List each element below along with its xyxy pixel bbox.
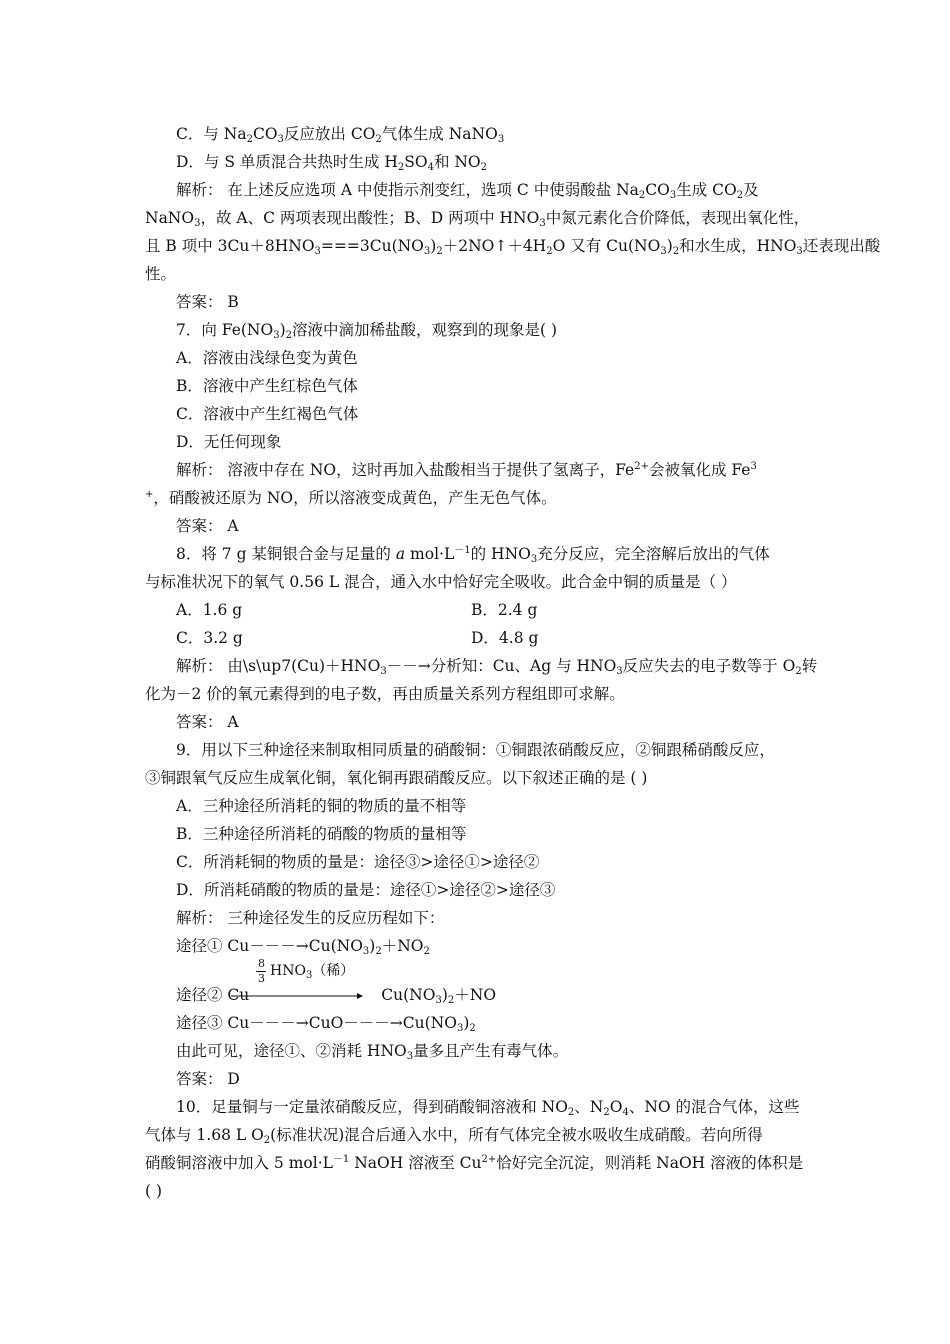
option-b-line: B．2.4 g: [471, 601, 538, 619]
answer-line: 答案： B: [176, 293, 239, 311]
question-10-stem: 硝酸铜溶液中加入 5 $mol\cdot L^{-1}$ NaOH 溶液至 $Cu^{2+}$恰好完全沉淀，则消耗 NaOH 溶液的体积是: [145, 1154, 804, 1172]
analysis-line: 解析： 由$\backslash s\backslash up7(Cu)+HNO_3--\to$分析知：Cu、Ag 与 $HNO_3$反应失去的电子数等于 $O_2$转: [176, 657, 818, 677]
analysis-line: NaNO$_3$，故 A、C 两项表现出酸性；B、D 两项中 $HNO_3$中氮元素化合价降低，表现出氧化性，: [145, 209, 810, 229]
answer-line: 答案： D: [176, 1070, 240, 1088]
fraction-denominator: 3: [258, 972, 265, 985]
question-8-stem: 与标准状况下的氧气 0.56 L 混合，通入水中恰好完全吸收。此合金中铜的质量是（ ）: [145, 573, 737, 591]
option-a-line: A．三种途径所消耗的铜的物质的量不相等: [176, 797, 467, 815]
option-d-line: D．无任何现象: [176, 433, 282, 451]
route-2-line: 途径② Cu $Cu(NO_3)_2+NO$: [176, 986, 497, 1006]
reagent-label: $HNO_3$（稀）: [270, 963, 355, 981]
analysis-line: 解析： 三种途径发生的反应历程如下：: [176, 909, 445, 927]
analysis-line: +，硝酸被还原为 NO，所以溶液变成黄色，产生无色气体。: [145, 489, 557, 507]
question-10-stem: 10．足量铜与一定量浓硝酸反应，得到硝酸铜溶液和 $NO_2$、$N_2O_4$、NO 的混合气体，这些: [176, 1098, 800, 1118]
question-9-stem: 9．用以下三种途径来制取相同质量的硝酸铜：①铜跟浓硝酸反应，②铜跟稀硝酸反应，: [176, 741, 775, 759]
option-c-line: C．所消耗铜的物质的量是：途径③>途径①>途径②: [176, 853, 540, 871]
route-3-line: 途径③ $Cu---\to CuO---\to Cu(NO_3)_2$: [176, 1014, 476, 1034]
analysis-line: 性。: [145, 265, 177, 283]
reaction-arrow: [231, 991, 363, 1001]
question-8-stem: 8．将 7 g 某铜银合金与足量的 a $mol\cdot L^{-1}$的 $HNO_3$充分反应，完全溶解后放出的气体: [176, 545, 770, 565]
option-c-line: C．3.2 g: [176, 629, 243, 647]
option-d-line: D．与 S 单质混合共热时生成 $H_2SO_4$和 $NO_2$: [176, 153, 488, 173]
option-a-line: A．溶液由浅绿色变为黄色: [176, 349, 358, 367]
analysis-line: 化为－2 价的氧元素得到的电子数，再由质量关系列方程组即可求解。: [145, 685, 625, 703]
analysis-line: 解析： 在上述反应选项 A 中使指示剂变红，选项 C 中使弱酸盐 $Na_2CO_3$生成 $CO_2$及: [176, 181, 759, 201]
fraction-numerator: 8: [258, 957, 265, 970]
option-b-line: B．三种途径所消耗的硝酸的物质的量相等: [176, 825, 467, 843]
question-7-stem: 7．向 $Fe(NO_3)_2$溶液中滴加稀盐酸，观察到的现象是( ): [176, 321, 558, 341]
answer-blank: ( ): [145, 1182, 163, 1200]
option-d-line: D．4.8 g: [471, 629, 539, 647]
answer-line: 答案： A: [176, 517, 239, 535]
question-9-stem: ③铜跟氧气反应生成氧化铜，氧化铜再跟硝酸反应。以下叙述正确的是 ( ): [145, 769, 648, 787]
question-10-stem: 气体与 1.68 L $O_2$(标准状况)混合后通入水中，所有气体完全被水吸收生成硝酸。若向所得: [145, 1126, 763, 1146]
analysis-line: 由此可见，途径①、②消耗 $HNO_3$量多且产生有毒气体。: [176, 1042, 569, 1062]
analysis-line: 解析： 溶液中存在 NO，这时再加入盐酸相当于提供了氢离子，$Fe^{2+}$会被氧化成 Fe$^3$: [176, 461, 757, 479]
option-c-line: C．溶液中产生红褐色气体: [176, 405, 359, 423]
option-b-line: B．溶液中产生红棕色气体: [176, 377, 358, 395]
option-d-line: D．所消耗硝酸的物质的量是：途径①>途径②>途径③: [176, 881, 556, 899]
answer-line: 答案： A: [176, 713, 239, 731]
option-a-line: A．1.6 g: [176, 601, 243, 619]
analysis-line: 且 B 项中 $3Cu+8HNO_3===3Cu(NO_3)_2+2NO↑+4H_2O$ 又有 $Cu(NO_3)_2$和水生成，$HNO_3$还表现出酸: [145, 237, 881, 257]
route-1-line: 途径① $Cu---\to Cu(NO_3)_2+NO_2$: [176, 937, 430, 957]
option-c-line: C．与 $Na_2CO_3$反应放出 $CO_2$气体生成 NaNO$_3$: [176, 125, 505, 145]
